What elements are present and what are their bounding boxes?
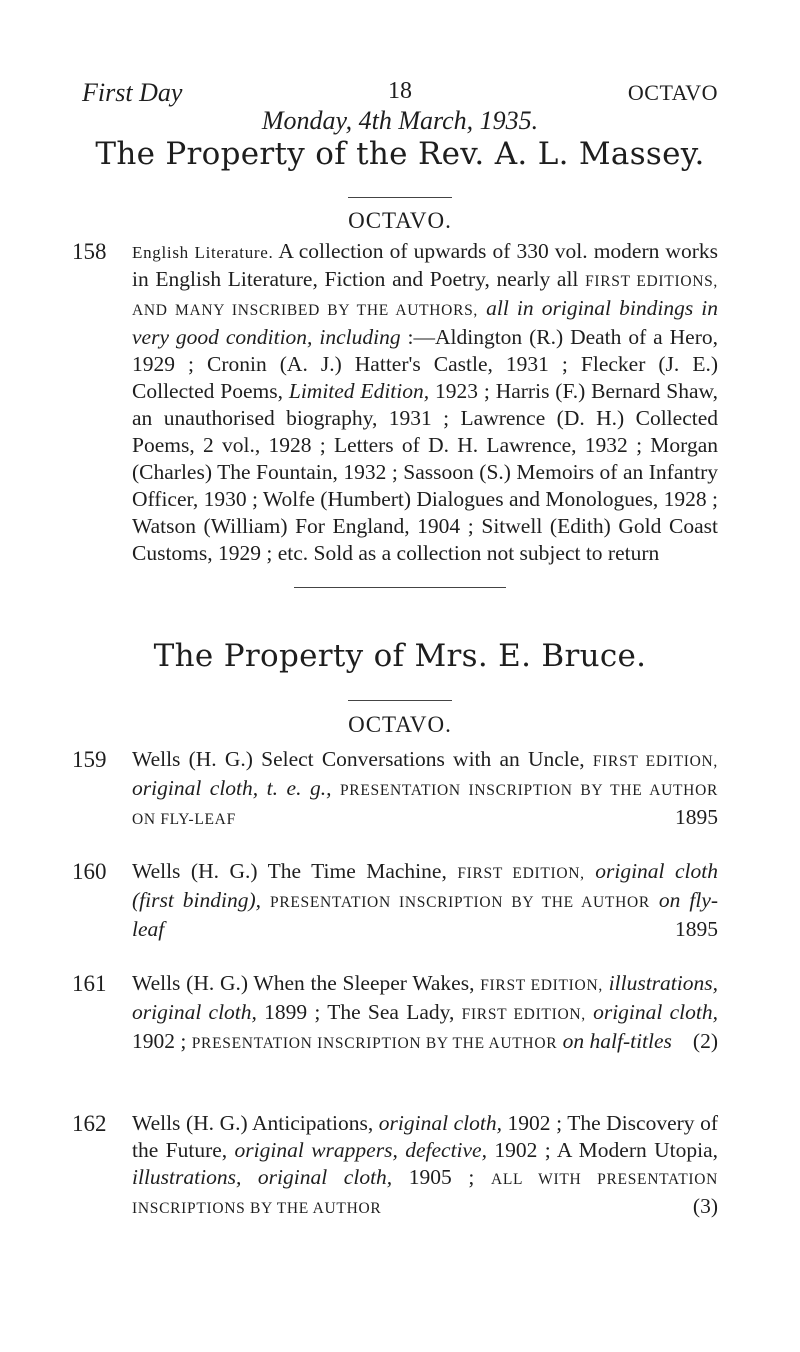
- lot-description: Wells (H. G.) Anticipations, original cloth, 1902 ; The Discovery of the Future, original wrappers, defective, 1902 ; A Modern Utopia, illustrations, original cloth, 1905 ; ALL WITH PRESENTATION INSCRIPTIONS BY THE AUTHOR (3): [132, 1111, 719, 1218]
- lot-number: 158: [72, 239, 107, 264]
- format-heading: OCTAVO.: [348, 208, 452, 233]
- lot-count: (3): [692, 1194, 718, 1218]
- day-label: First Day: [82, 78, 183, 107]
- section-rule: [348, 197, 452, 198]
- page-number: 18: [388, 78, 412, 104]
- lot-description: Wells (H. G.) Select Conversations with an Uncle, FIRST EDITION, original cloth, t. e. g., PRESENTATION INSCRIPTION BY THE AUTHOR ON FLY-LEAF 1895: [132, 747, 719, 829]
- lot-description: English Literature. A collection of upwards of 330 vol. modern works in English Literature, Fiction and Poetry, nearly all FIRST EDITIONS, AND MANY INSCRIBED BY THE AUTHORS, all in original bindings in very good condition, including :—Aldington (R.) Death of a Hero, 1929 ; Cronin (A. J.) Hatter's Castle, 1931 ; Flecker (J. E.) Collected Poems, Limited Edition, 1923 ; Harris (F.) Bernard Shaw, an unauthorised biography, 1931 ; Lawrence (D. H.) Collected Poems, 2 vol., 1928 ; Letters of D. H. Lawrence, 1932 ; Morgan (Charles) The Fountain, 1932 ; Sassoon (S.) Memoirs of an Infantry Officer, 1930 ; Wolfe (Humbert) Dialogues and Monologues, 1928 ; Watson (William) For England, 1904 ; Sitwell (Edith) Gold Coast Customs, 1929 ; etc. Sold as a collection not subject to return: [132, 239, 719, 565]
- lot-description: Wells (H. G.) The Time Machine, FIRST EDITION, original cloth (first binding), PRESENTATION INSCRIPTION BY THE AUTHOR on fly-leaf 1895: [132, 859, 719, 941]
- lot-entry: [72, 238, 718, 567]
- lot-number: 161: [72, 971, 107, 996]
- sale-date: Monday, 4th March, 1935.: [261, 106, 539, 135]
- lot-entry: [72, 858, 718, 943]
- lot-number: 162: [72, 1111, 107, 1136]
- lot-entry: [72, 746, 718, 833]
- lot-description: Wells (H. G.) When the Sleeper Wakes, FIRST EDITION, illustrations, original cloth, 1899 ; The Sea Lady, FIRST EDITION, original cloth, 1902 ; PRESENTATION INSCRIPTION BY THE AUTHOR on half-titles (2): [132, 971, 718, 1053]
- lot-date: 1895: [675, 805, 718, 829]
- property-heading: The Property of Mrs. E. Bruce.: [153, 638, 647, 674]
- lot-entry: [72, 970, 718, 1057]
- format-heading: OCTAVO.: [348, 712, 452, 737]
- property-heading: The Property of the Rev. A. L. Massey.: [95, 136, 705, 172]
- lot-number: 160: [72, 859, 107, 884]
- lot-count: (2): [692, 1029, 718, 1053]
- format-label: OCTAVO: [627, 80, 718, 105]
- lot-entry: [72, 1110, 718, 1222]
- lot-number: 159: [72, 747, 107, 772]
- section-rule: [348, 700, 452, 701]
- lot-date: 1895: [675, 917, 718, 941]
- running-head: [82, 78, 718, 108]
- section-rule: [294, 587, 506, 588]
